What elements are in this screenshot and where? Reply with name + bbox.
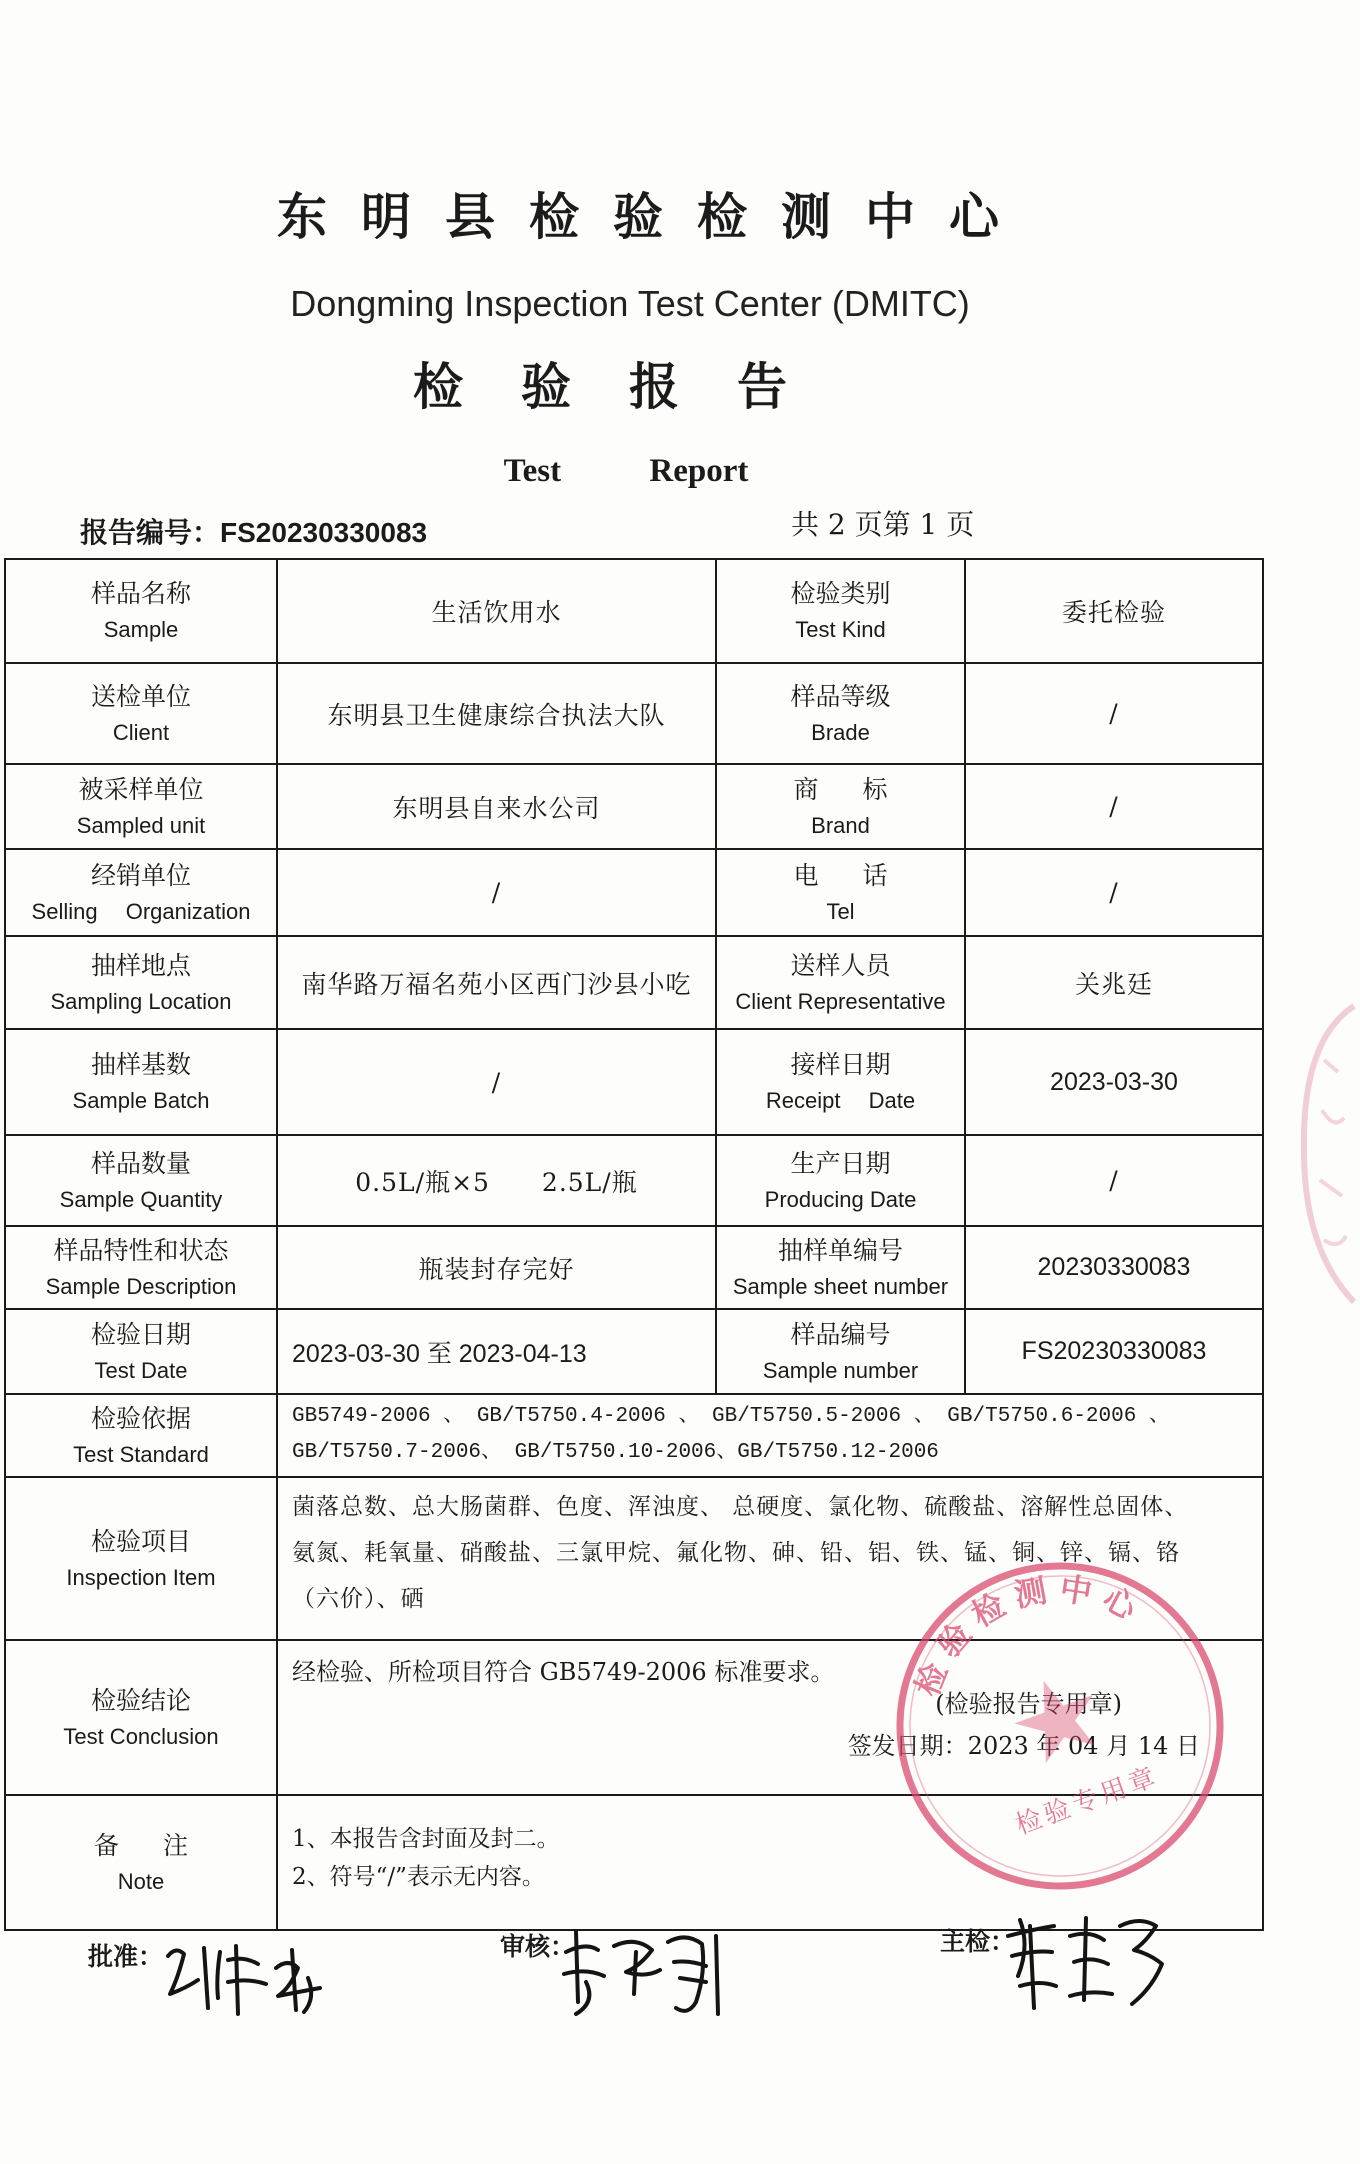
review-label: 审核： <box>500 1932 576 1961</box>
label-en: Brade <box>811 719 870 745</box>
label-sample <box>6 560 278 664</box>
label-sample-sheet-number <box>717 1227 966 1310</box>
signature-stroke <box>276 1950 320 2012</box>
value-test-date: 2023-03-30 至 2023-04-13 <box>278 1310 717 1395</box>
label-test-date <box>6 1310 278 1395</box>
label-cn: 送检单位 <box>90 681 191 711</box>
value-sample-quantity <box>278 1136 717 1227</box>
stamp-label: (检验报告专用章) <box>935 1690 1122 1718</box>
label-cn: 接样日期 <box>790 1050 891 1079</box>
page-info: 共 2 页第 1 页 <box>791 508 975 541</box>
label-en: Brand <box>811 812 870 838</box>
value-client: 东明县卫生健康综合执法大队 <box>278 664 717 765</box>
label-cn: 检验结论 <box>90 1685 191 1715</box>
label-cn: 备注 <box>93 1830 232 1860</box>
label-cn: 抽样单编号 <box>777 1235 903 1265</box>
standard-line: GB5749-2006 、 GB/T5750.4-2006 、 GB/T5750.5-2006 、 GB/T5750.6-2006 、 <box>292 1405 1170 1428</box>
label-sample-batch <box>6 1030 278 1136</box>
label-test-standard <box>6 1395 278 1478</box>
report-number <box>80 514 427 552</box>
report-number-label: 报告编号： <box>80 516 221 549</box>
label-en: Receipt Date <box>765 1088 916 1113</box>
approve-label: 批准： <box>88 1942 164 1971</box>
label-cn: 电话 <box>793 860 932 890</box>
doc-title-en: Test Report <box>503 453 749 489</box>
signature-stroke <box>614 1942 660 1994</box>
value-test-standard <box>278 1395 1264 1478</box>
inspect-label: 主检： <box>940 1927 1016 1956</box>
label-receipt-date <box>717 1030 966 1136</box>
fragment-marks <box>1320 1060 1346 1244</box>
partial-seal-fragment <box>1294 1000 1358 1310</box>
label-en: Tel <box>826 898 855 924</box>
label-en: Test Conclusion <box>63 1723 219 1749</box>
quantity-large-bottle: 2.5L/瓶 <box>541 1167 638 1197</box>
label-en: Sample Batch <box>72 1088 210 1113</box>
signature-stroke <box>204 1948 208 2008</box>
org-name-cn: 东明县检验检测中心 <box>277 187 1033 246</box>
signature-stroke <box>564 1932 604 2014</box>
signature-stroke <box>1120 1921 1162 2004</box>
label-cn: 检验依据 <box>90 1403 191 1433</box>
label-client <box>6 664 278 765</box>
fragment-ring <box>1304 1006 1354 1302</box>
org-name-en: Dongming Inspection Test Center (DMITC) <box>290 283 970 324</box>
report-table <box>4 558 1264 1931</box>
signature-stroke <box>668 1936 718 2014</box>
items-line: 菌落总数、总大肠菌群、色度、浑浊度、 总硬度、氯化物、硫酸盐、溶解性总固体、 <box>292 1494 1189 1520</box>
reviewer-signature <box>556 1922 728 2022</box>
value-sample-number: FS20230330083 <box>966 1310 1264 1395</box>
label-brand <box>717 765 966 850</box>
label-en: Client <box>112 719 170 745</box>
value-tel: / <box>966 850 1264 937</box>
label-en: Sample Description <box>45 1273 237 1299</box>
label-en: Selling Organization <box>31 898 251 924</box>
label-test-conclusion <box>6 1641 278 1796</box>
label-selling-organization <box>6 850 278 937</box>
label-en: Sample Quantity <box>59 1186 223 1212</box>
label-en: Test Kind <box>795 617 886 642</box>
items-line: 氨氮、耗氧量、硝酸盐、三氯甲烷、氟化物、砷、铅、铝、铁、锰、铜、锌、镉、铬 <box>292 1540 1180 1566</box>
items-line: （六价）、硒 <box>292 1586 425 1612</box>
label-en: Inspection Item <box>66 1564 216 1590</box>
value-sampling-location: 南华路万福名苑小区西门沙县小吃 <box>278 937 717 1030</box>
approver-signature <box>158 1938 333 2028</box>
issue-date: 签发日期：2023 年 04 月 14 日 <box>847 1732 1200 1760</box>
label-sample-description <box>6 1227 278 1310</box>
label-en: Sample number <box>762 1357 919 1383</box>
label-cn: 经销单位 <box>90 860 191 890</box>
label-cn: 检验项目 <box>90 1526 191 1556</box>
label-tel <box>717 850 966 937</box>
label-en: Producing Date <box>764 1186 917 1212</box>
value-sample-batch: / <box>278 1030 717 1136</box>
doc-title-cn: 检验报告 <box>413 357 845 416</box>
label-en: Client Representative <box>735 988 946 1014</box>
label-cn: 抽样基数 <box>90 1050 191 1079</box>
label-cn: 样品编号 <box>790 1319 891 1349</box>
seal-center-text: 检验专用章 <box>1011 1761 1163 1841</box>
conclusion-text: 经检验、所检项目符合 GB5749-2006 标准要求。 <box>292 1658 835 1686</box>
label-cn: 样品数量 <box>90 1148 191 1178</box>
label-sample-quantity <box>6 1136 278 1227</box>
report-number-value: FS20230330083 <box>220 517 428 548</box>
label-sampled-unit <box>6 765 278 850</box>
quantity-small-bottles: 0.5L/瓶×5 <box>355 1167 490 1197</box>
label-inspection-item <box>6 1478 278 1641</box>
value-receipt-date: 2023-03-30 <box>966 1030 1264 1136</box>
label-cn: 商标 <box>793 774 932 804</box>
label-en: Sample sheet number <box>732 1273 949 1299</box>
value-inspection-items <box>278 1478 1264 1641</box>
label-cn: 样品特性和状态 <box>53 1235 229 1265</box>
value-client-representative: 关兆廷 <box>966 937 1264 1030</box>
label-client-representative <box>717 937 966 1030</box>
signature-stroke <box>1008 1920 1056 2008</box>
note-line: 1、本报告含封面及封二。 <box>292 1826 560 1852</box>
value-selling-organization: / <box>278 850 717 937</box>
label-cn: 被采样单位 <box>78 774 204 804</box>
label-sampling-location <box>6 937 278 1030</box>
label-producing-date <box>717 1136 966 1227</box>
label-sample-number <box>717 1310 966 1395</box>
label-cn: 送样人员 <box>790 950 891 980</box>
inspector-signature <box>1000 1906 1175 2016</box>
label-en: Sample <box>103 617 179 642</box>
signature-stroke <box>228 1946 266 2014</box>
value-sample-sheet-number: 20230330083 <box>966 1227 1264 1310</box>
label-en: Note <box>117 1868 165 1894</box>
label-cn: 检验日期 <box>90 1319 191 1349</box>
label-cn: 样品名称 <box>90 579 191 608</box>
label-en: Sampling Location <box>50 988 232 1014</box>
value-sample-description: 瓶装封存完好 <box>278 1227 717 1310</box>
signature-stroke <box>168 1950 198 1994</box>
label-note <box>6 1796 278 1931</box>
value-brade: / <box>966 664 1264 765</box>
standard-line: GB/T5750.7-2006、 GB/T5750.10-2006、GB/T5750.12-2006 <box>292 1441 939 1464</box>
value-brand: / <box>966 765 1264 850</box>
label-en: Test Date <box>94 1357 188 1383</box>
value-sample: 生活饮用水 <box>278 560 717 664</box>
value-producing-date: / <box>966 1136 1264 1227</box>
label-cn: 生产日期 <box>790 1148 891 1178</box>
label-en: Sampled unit <box>76 812 206 838</box>
label-brade <box>717 664 966 765</box>
signature-stroke <box>1070 1918 1112 2000</box>
value-sampled-unit: 东明县自来水公司 <box>278 765 717 850</box>
signature-stroke <box>217 1952 220 1998</box>
label-en: Test Standard <box>73 1441 209 1467</box>
label-cn: 抽样地点 <box>90 950 191 980</box>
value-test-kind: 委托检验 <box>966 560 1264 664</box>
label-test-kind <box>717 560 966 664</box>
value-test-conclusion <box>278 1641 1264 1796</box>
note-line: 2、符号“/”表示无内容。 <box>292 1864 545 1890</box>
label-cn: 检验类别 <box>790 579 891 608</box>
seal-arc-textpath: 检验检测中心 <box>907 1569 1152 1702</box>
label-cn: 样品等级 <box>790 681 891 711</box>
